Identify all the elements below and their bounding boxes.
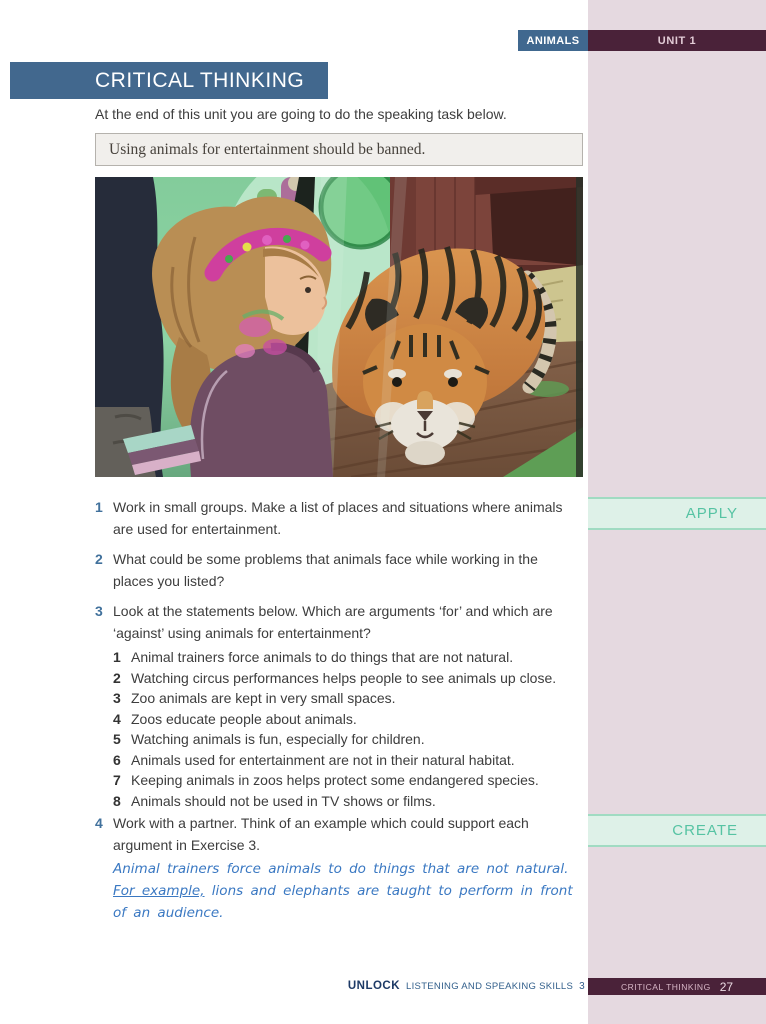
tab-unit-label: UNIT 1 bbox=[657, 34, 697, 47]
exercise-2 bbox=[95, 548, 575, 592]
statement-item bbox=[113, 750, 585, 771]
task-statement-box bbox=[95, 133, 583, 166]
statement-number: 7 bbox=[113, 772, 121, 788]
statement-item bbox=[113, 791, 585, 812]
exercise-1-text: Work in small groups. Make a list of places and situations where animals are used for entertainment. bbox=[113, 499, 563, 537]
footer-section-label: CRITICAL THINKING bbox=[620, 981, 711, 992]
task-statement: Using animals for entertainment should be banned. bbox=[109, 140, 426, 158]
footer-series bbox=[0, 977, 585, 995]
statement-number: 1 bbox=[113, 649, 121, 665]
statement-text: Animal trainers force animals to do things that are not natural. bbox=[131, 649, 514, 665]
tab-animals bbox=[518, 30, 588, 51]
create-label: CREATE bbox=[672, 822, 738, 839]
statement-number: 2 bbox=[113, 669, 121, 686]
statement-text: Zoos educate people about animals. bbox=[131, 710, 357, 727]
statement-item bbox=[113, 770, 585, 791]
exercise-3-number: 3 bbox=[95, 603, 103, 619]
section-title-banner bbox=[10, 62, 328, 99]
page-number: 27 bbox=[719, 979, 734, 994]
statement-number: 4 bbox=[113, 710, 121, 727]
statement-item bbox=[113, 729, 585, 750]
statement-item bbox=[113, 709, 585, 730]
handwritten-line-1: Animal trainers force animals to do things that are not natural. bbox=[113, 861, 569, 877]
statement-number: 5 bbox=[113, 731, 121, 747]
exercise-2-text: What could be some problems that animals face while working in the places you listed? bbox=[113, 551, 538, 589]
statement-number: 3 bbox=[113, 690, 121, 706]
handwritten-line-3: of an audience. bbox=[113, 905, 224, 921]
bloom-label-create bbox=[588, 814, 766, 847]
handwritten-underlined: For example, bbox=[113, 883, 205, 899]
statement-item bbox=[113, 647, 585, 668]
series-level: 3 bbox=[579, 980, 585, 992]
unlock-logo: UNLOCK bbox=[347, 980, 401, 992]
footer-section-bar bbox=[588, 978, 766, 995]
exercise-1 bbox=[95, 496, 575, 540]
tab-unit bbox=[588, 30, 766, 51]
apply-label: APPLY bbox=[685, 505, 738, 522]
intro-text: At the end of this unit you are going to do the speaking task below. bbox=[95, 106, 507, 122]
adult-silhouette bbox=[95, 177, 164, 477]
statement-list bbox=[113, 647, 585, 811]
exercise-4-number: 4 bbox=[95, 815, 103, 831]
tab-animals-label: ANIMALS bbox=[526, 34, 580, 47]
zoo-photo-illustration bbox=[95, 177, 583, 477]
statement-number: 8 bbox=[113, 792, 121, 809]
exercise-4 bbox=[95, 812, 575, 856]
statement-text: Watching animals is fun, especially for children. bbox=[131, 731, 425, 747]
statement-number: 6 bbox=[113, 751, 121, 768]
exercise-3 bbox=[95, 600, 575, 644]
handwritten-answer bbox=[113, 858, 587, 924]
exercise-4-text: Work with a partner. Think of an example which could support each argument in Exercise 3. bbox=[113, 815, 529, 853]
series-title: LISTENING AND SPEAKING SKILLS bbox=[406, 980, 574, 992]
handwritten-line-2 bbox=[113, 880, 587, 902]
statement-text: Watching circus performances helps people to see animals up close. bbox=[131, 669, 557, 686]
statement-text: Zoo animals are kept in very small spaces. bbox=[131, 690, 396, 706]
statement-item bbox=[113, 688, 585, 709]
statement-text: Animals should not be used in TV shows or films. bbox=[131, 792, 436, 809]
statement-text: Animals used for entertainment are not in their natural habitat. bbox=[131, 751, 515, 768]
bloom-label-apply bbox=[588, 497, 766, 530]
exercise-3-text: Look at the statements below. Which are arguments ‘for’ and which are ‘against’ using animals for entertainment? bbox=[113, 603, 553, 641]
handwritten-line-2-rest: lions and elephants are taught to perform in front bbox=[204, 883, 573, 899]
section-title: CRITICAL THINKING bbox=[95, 68, 305, 92]
statement-item bbox=[113, 668, 585, 689]
zoo-photo bbox=[95, 177, 583, 477]
statement-text: Keeping animals in zoos helps protect some endangered species. bbox=[131, 772, 539, 788]
exercise-1-number: 1 bbox=[95, 499, 103, 515]
exercise-2-number: 2 bbox=[95, 551, 103, 567]
